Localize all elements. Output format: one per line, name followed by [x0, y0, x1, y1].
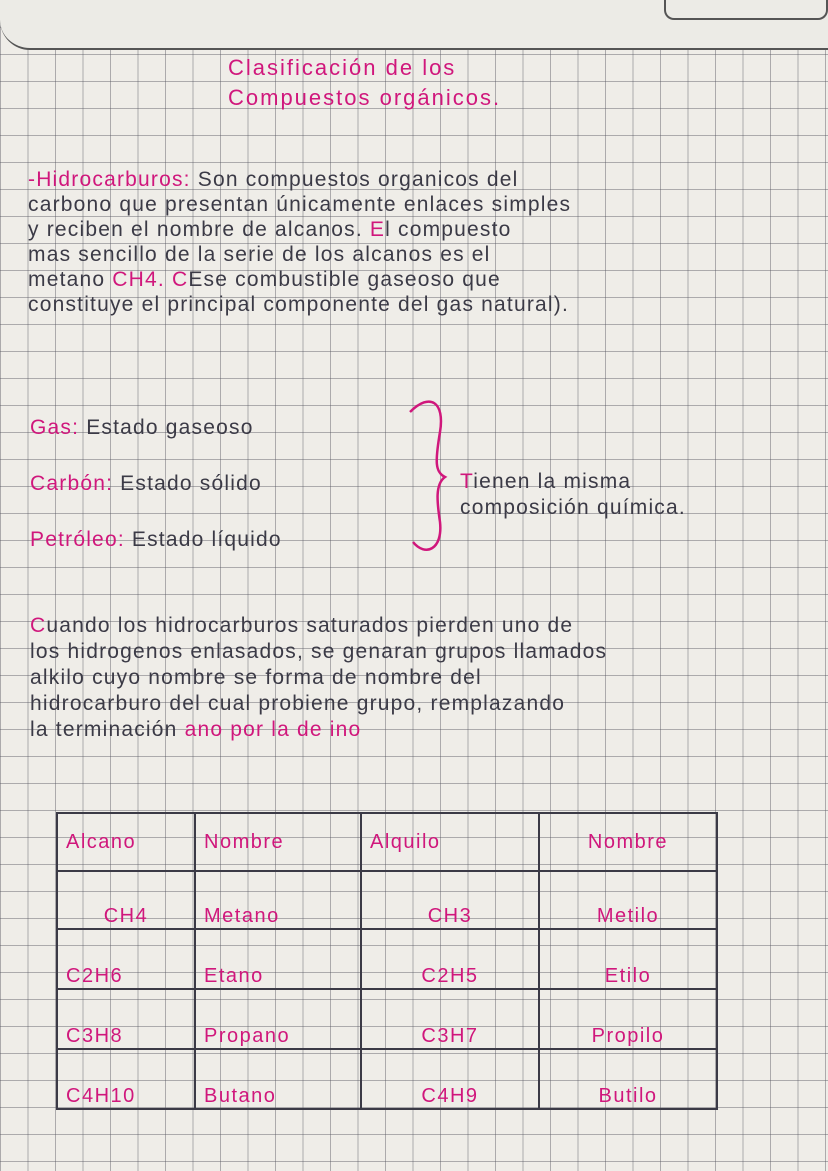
text-line: [228, 85, 501, 111]
text-segment: y reciben el nombre de alcanos.: [28, 218, 370, 241]
text-segment: hidrocarburo del cual probiene grupo, remplazando: [30, 692, 566, 715]
table-row: [57, 989, 717, 1049]
cell: C3H8: [57, 989, 195, 1049]
cell: Propilo: [539, 989, 717, 1049]
cell: CH4: [57, 871, 195, 929]
text-line: [30, 666, 482, 690]
text-line: [30, 718, 361, 742]
text-segment: la terminación: [30, 718, 185, 741]
text-segment: Gas:: [30, 416, 87, 439]
cell: Metilo: [539, 871, 717, 929]
text-segment: Estado gaseoso: [86, 416, 254, 439]
text-line: [30, 472, 262, 496]
text-segment: composición química.: [460, 496, 686, 519]
text-line: [30, 614, 573, 638]
text-segment: CH4. C: [112, 268, 189, 291]
text-segment: carbono que presentan únicamente enlaces simples: [28, 193, 572, 216]
text-segment: ano por la de ino: [184, 718, 362, 741]
cell: CH3: [361, 871, 539, 929]
text-line: [30, 528, 282, 552]
text-line: [28, 193, 571, 217]
text-segment: Estado sólido: [120, 472, 262, 495]
notebook-top-band: [0, 0, 828, 50]
text-segment: -Hidrocarburos:: [28, 168, 198, 191]
header-alcano: Alcano: [57, 813, 195, 871]
text-segment: los hidrogenos enlasados, se genaran grupos llamados: [30, 640, 608, 663]
cell: Etilo: [539, 929, 717, 989]
text-line: [460, 496, 686, 520]
notebook-tab: [664, 0, 828, 20]
cell: Butano: [195, 1049, 361, 1109]
text-segment: alkilo cuyo nombre se forma de nombre del: [30, 666, 482, 689]
text-segment: T: [460, 470, 474, 493]
text-segment: Compuestos orgánicos.: [228, 85, 502, 110]
text-segment: E: [369, 218, 386, 241]
text-line: [30, 416, 254, 440]
text-segment: mas sencillo de la serie de los alcanos es el: [28, 243, 491, 266]
alkane-table: [56, 812, 718, 1110]
table-row: [57, 871, 717, 929]
text-segment: C: [30, 614, 47, 637]
cell: Metano: [195, 871, 361, 929]
header-nombre-2: Nombre: [539, 813, 717, 871]
text-segment: ienen la misma: [473, 470, 632, 493]
text-line: [28, 168, 519, 192]
text-segment: Estado líquido: [131, 528, 282, 551]
text-line: [28, 218, 512, 242]
text-segment: constituye el principal componente del gas natural).: [28, 293, 570, 316]
text-line: [228, 55, 456, 81]
table-row: [57, 1049, 717, 1109]
text-line: [460, 470, 631, 494]
text-segment: Clasificación de los: [228, 55, 457, 80]
cell: Etano: [195, 929, 361, 989]
text-segment: Ese combustible gaseoso que: [188, 268, 501, 291]
text-segment: Petróleo:: [30, 528, 132, 551]
table-header-row: [57, 813, 717, 871]
text-line: [30, 640, 607, 664]
cell: C2H5: [361, 929, 539, 989]
cell: C4H10: [57, 1049, 195, 1109]
cell: C2H6: [57, 929, 195, 989]
curly-brace-icon: [405, 392, 465, 557]
cell: Propano: [195, 989, 361, 1049]
text-line: [28, 293, 569, 317]
header-alquilo: Alquilo: [361, 813, 539, 871]
cell: C4H9: [361, 1049, 539, 1109]
header-nombre: Nombre: [195, 813, 361, 871]
cell: Butilo: [539, 1049, 717, 1109]
text-segment: Son compuestos organicos del: [197, 168, 519, 191]
text-segment: metano: [28, 268, 113, 291]
text-segment: l compuesto: [385, 218, 512, 241]
table-row: [57, 929, 717, 989]
text-line: [28, 243, 491, 267]
text-segment: Carbón:: [30, 472, 121, 495]
cell: C3H7: [361, 989, 539, 1049]
text-line: [30, 692, 565, 716]
text-segment: uando los hidrocarburos saturados pierden uno de: [46, 614, 574, 637]
text-line: [28, 268, 501, 292]
